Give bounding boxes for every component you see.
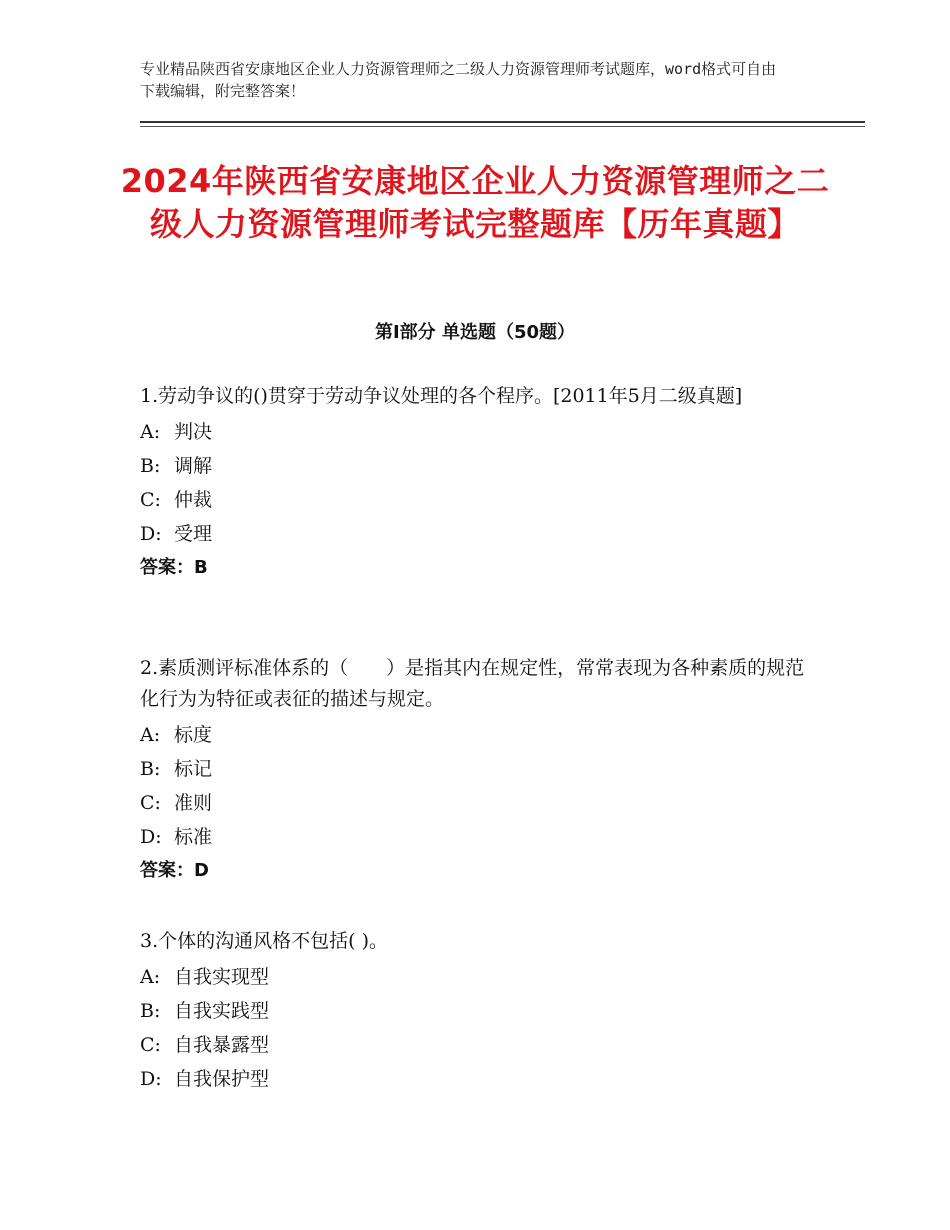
option-b bbox=[140, 449, 820, 483]
option-d bbox=[140, 517, 820, 551]
option-label: D: bbox=[140, 523, 162, 545]
question-stem: 3.个体的沟通风格不包括( )。 bbox=[140, 930, 388, 952]
option-a bbox=[140, 960, 820, 994]
option-label: D: bbox=[140, 826, 162, 848]
option-label: C: bbox=[140, 792, 161, 814]
option-a bbox=[140, 415, 820, 449]
question-2 bbox=[140, 653, 820, 888]
header-note: 专业精品陕西省安康地区企业人力资源管理师之二级人力资源管理师考试题库，word格式可自由下载编辑，附完整答案！ bbox=[140, 60, 777, 100]
option-d bbox=[140, 1062, 820, 1096]
option-text: 自我暴露型 bbox=[174, 1034, 270, 1056]
option-label: C: bbox=[140, 489, 161, 511]
option-text: 自我实践型 bbox=[174, 1000, 270, 1022]
option-text: 受理 bbox=[174, 523, 213, 545]
question-1 bbox=[140, 381, 820, 585]
question-3 bbox=[140, 926, 820, 1096]
section-title: 第Ⅰ部分 单选题（50题） bbox=[374, 322, 575, 343]
option-text: 调解 bbox=[174, 455, 213, 477]
option-label: D: bbox=[140, 1068, 162, 1090]
question-stem: 1.劳动争议的()贯穿于劳动争议处理的各个程序。[2011年5月二级真题] bbox=[140, 385, 743, 407]
option-text: 自我实现型 bbox=[174, 966, 270, 988]
question-stem: 2.素质测评标准体系的（ ）是指其内在规定性，常常表现为各种素质的规范化行为为特征或表征的描述与规定。 bbox=[140, 657, 805, 710]
option-text: 判决 bbox=[174, 421, 213, 443]
option-text: 自我保护型 bbox=[174, 1068, 270, 1090]
option-c bbox=[140, 786, 820, 820]
option-text: 仲裁 bbox=[174, 489, 213, 511]
option-label: C: bbox=[140, 1034, 161, 1056]
answer-prefix: 答案： bbox=[140, 557, 194, 578]
option-b bbox=[140, 994, 820, 1028]
answer-prefix: 答案： bbox=[140, 860, 194, 881]
option-text: 标准 bbox=[174, 826, 213, 848]
document-title: 2024年陕西省安康地区企业人力资源管理师之二级人力资源管理师考试完整题库【历年真题】 bbox=[120, 162, 830, 243]
option-label: B: bbox=[140, 455, 161, 477]
option-c bbox=[140, 483, 820, 517]
option-label: A: bbox=[140, 966, 161, 988]
option-c bbox=[140, 1028, 820, 1062]
header-rule-thick bbox=[140, 121, 865, 123]
option-label: B: bbox=[140, 1000, 161, 1022]
answer-line bbox=[140, 551, 820, 585]
header-rule-thin bbox=[140, 126, 865, 127]
option-text: 标度 bbox=[174, 724, 213, 746]
option-d bbox=[140, 820, 820, 854]
answer-value: B bbox=[194, 557, 208, 578]
option-a bbox=[140, 718, 820, 752]
option-text: 准则 bbox=[174, 792, 213, 814]
option-label: A: bbox=[140, 421, 161, 443]
option-label: B: bbox=[140, 758, 161, 780]
option-b bbox=[140, 752, 820, 786]
option-text: 标记 bbox=[174, 758, 213, 780]
answer-line bbox=[140, 854, 820, 888]
answer-value: D bbox=[194, 860, 209, 881]
option-label: A: bbox=[140, 724, 161, 746]
